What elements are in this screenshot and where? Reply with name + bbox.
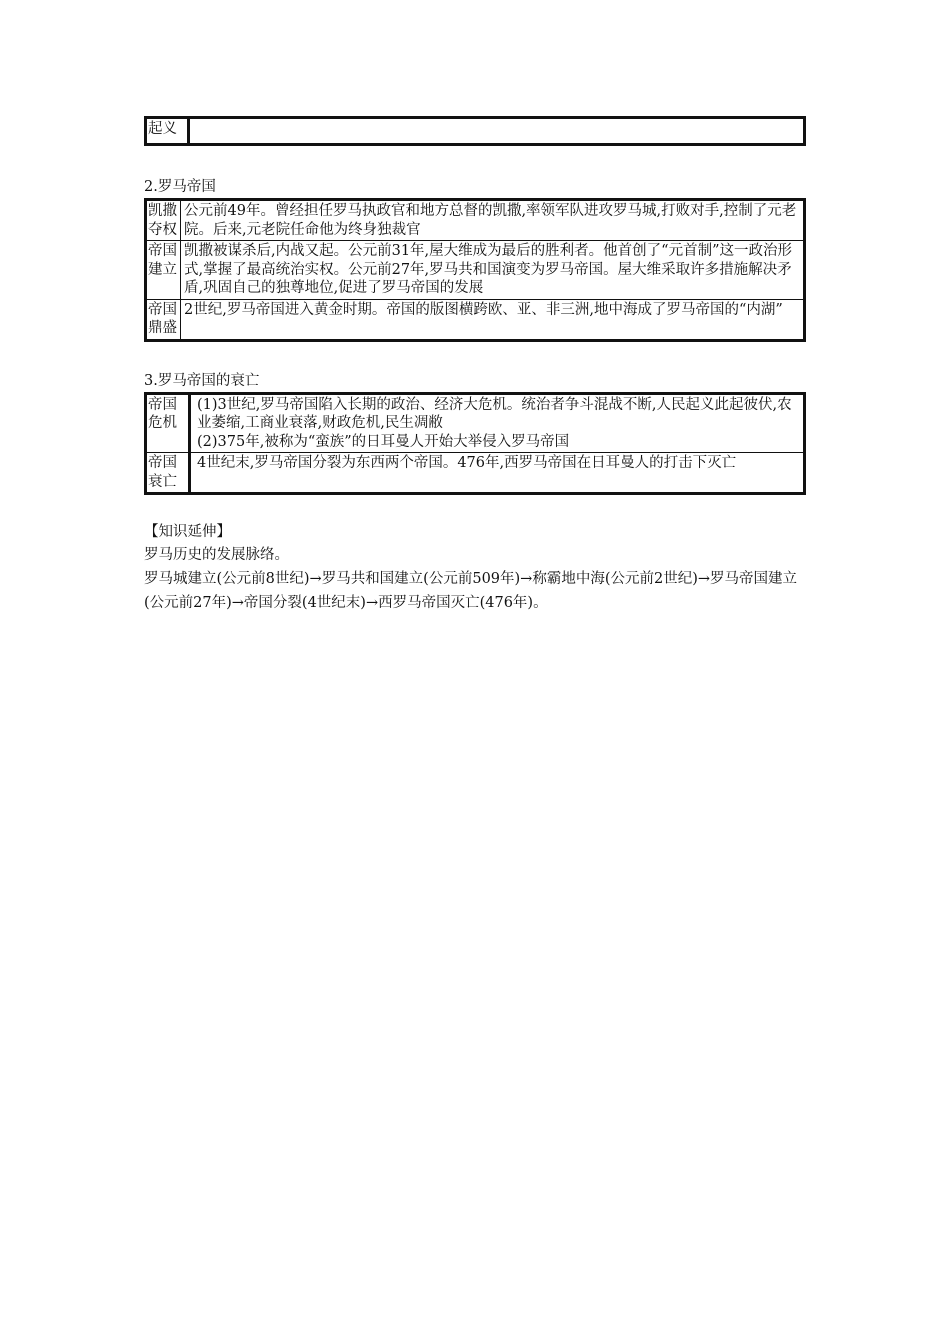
row-label: 帝国危机 bbox=[146, 393, 190, 453]
section-title-decline: 3.罗马帝国的衰亡 bbox=[144, 372, 260, 389]
section-title-roman-empire: 2.罗马帝国 bbox=[144, 179, 216, 195]
row-label: 帝国鼎盛 bbox=[146, 299, 181, 340]
row-label: 帝国衰亡 bbox=[146, 453, 190, 494]
row-text bbox=[190, 393, 805, 453]
extension-title: 【知识延伸】 bbox=[144, 524, 231, 540]
row-text: 2世纪,罗马帝国进入黄金时期。帝国的版图横跨欧、亚、非三洲,地中海成了罗马帝国的“内湖” bbox=[181, 299, 805, 340]
table-row bbox=[146, 393, 805, 453]
row-text: 公元前49年。曾经担任罗马执政官和地方总督的凯撒,率领军队进攻罗马城,打败对手,控制了元老院。后来,元老院任命他为终身独裁官 bbox=[181, 200, 805, 241]
table-row bbox=[146, 241, 805, 300]
row-text-line: (1)3世纪,罗马帝国陷入长期的政治、经济大危机。统治者争斗混战不断,人民起义此起彼伏,农业萎缩,工商业衰落,财政危机,民生凋敝 bbox=[197, 396, 792, 431]
document-content bbox=[144, 116, 806, 615]
table-row bbox=[146, 118, 805, 145]
row-text bbox=[190, 453, 805, 494]
table-row bbox=[146, 200, 805, 241]
row-label: 起义 bbox=[146, 118, 189, 145]
row-label: 帝国建立 bbox=[146, 241, 181, 300]
row-text-line: 4世纪末,罗马帝国分裂为东西两个帝国。476年,西罗马帝国在日耳曼人的打击下灭亡 bbox=[197, 455, 737, 471]
roman-empire-table bbox=[144, 198, 806, 342]
extension-subtitle: 罗马历史的发展脉络。 bbox=[144, 547, 289, 563]
decline-table bbox=[144, 392, 806, 496]
row-label: 凯撒夺权 bbox=[146, 200, 181, 241]
table-row bbox=[146, 453, 805, 494]
extension-body: 罗马城建立(公元前8世纪)→罗马共和国建立(公元前509年)→称霸地中海(公元前2世纪)→罗马帝国建立(公元前27年)→帝国分裂(4世纪末)→西罗马帝国灭亡(476年)。 bbox=[144, 571, 798, 611]
uprising-table bbox=[144, 116, 806, 146]
row-text-line: (2)375年,被称为“蛮族”的日耳曼人开始大举侵入罗马帝国 bbox=[197, 433, 570, 450]
row-text bbox=[189, 118, 805, 145]
row-text: 凯撒被谋杀后,内战又起。公元前31年,屋大维成为最后的胜利者。他首创了“元首制”这一政治形式,掌握了最高统治实权。公元前27年,罗马共和国演变为罗马帝国。屋大维采取许多措施解决矛盾,巩固自己的独尊地位,促进了罗马帝国的发展 bbox=[181, 241, 805, 300]
table-row bbox=[146, 299, 805, 340]
